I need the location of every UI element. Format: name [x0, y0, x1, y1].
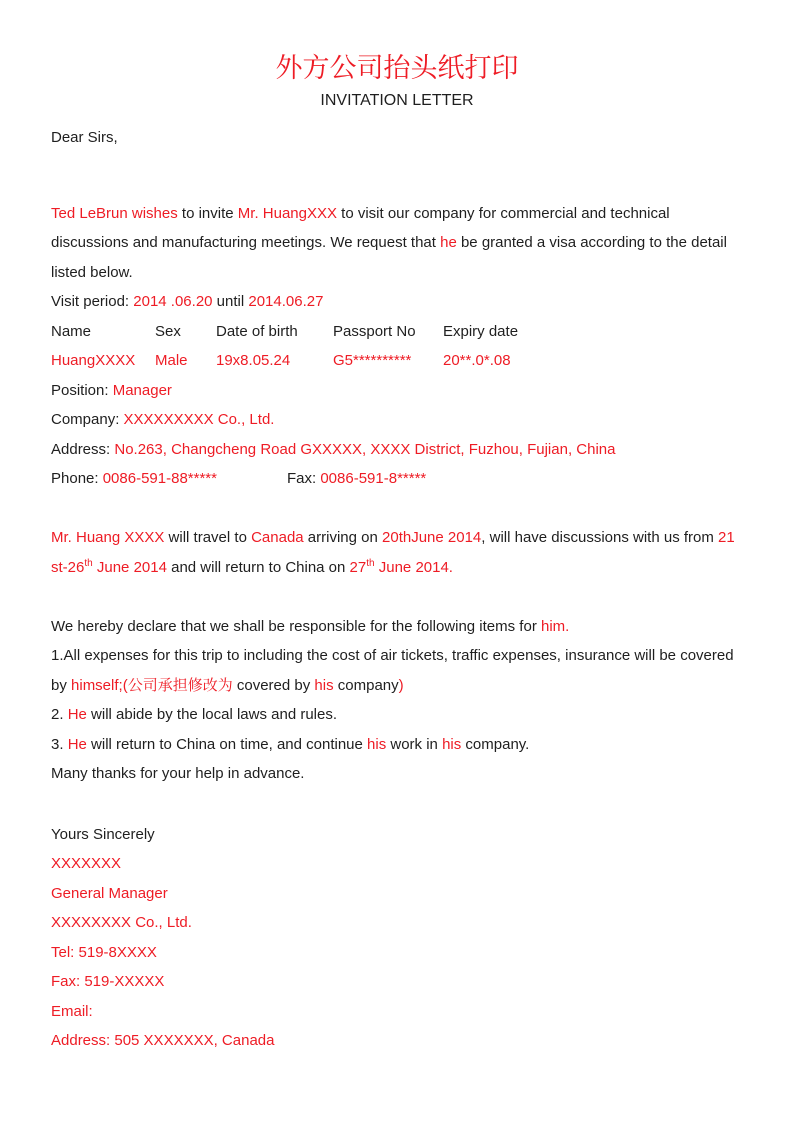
cell-expiry-date: 20**.0*.08 — [443, 352, 511, 369]
position-line: Position: Manager — [51, 381, 172, 399]
signature-company: XXXXXXXX Co., Ltd. — [51, 914, 192, 931]
travel-paragraph: Mr. Huang XXXX will travel to Canada arriving on 20thJune 2014, will have discussions with us from 21 st-26th June 2014 and will return to China on 27th June 2014. — [51, 529, 735, 576]
cell-date-of-birth: 19x8.05.24 — [216, 352, 291, 369]
page-subtitle: INVITATION LETTER — [320, 92, 474, 109]
company-line: Company: XXXXXXXXX Co., Ltd. — [51, 411, 275, 428]
phone-fax-line — [51, 464, 743, 494]
address-line: Address: No.263, Changcheng Road GXXXXX, XXXX District, Fuzhou, Fujian, China — [51, 440, 616, 458]
visitor-table — [51, 317, 744, 376]
cell-sex: Male — [155, 352, 188, 369]
cell-name: HuangXXXX — [51, 352, 136, 369]
page-title-chinese: 外方公司抬头纸打印 — [275, 53, 519, 84]
signature-title: General Manager — [51, 884, 168, 902]
visit-period-line: Visit period: 2014 .06.20 until 2014.06.27 — [51, 293, 324, 310]
salutation: Dear Sirs, — [51, 129, 118, 146]
table-value-row — [51, 346, 744, 376]
intro-paragraph: Ted LeBrun wishes to invite Mr. HuangXXX to visit our company for commercial and technical discussions and manufacturing meetings. We request that he be granted a visa according to the detail listed below. — [51, 204, 727, 281]
signature-address: Address: 505 XXXXXXX, Canada — [51, 1032, 275, 1049]
column-header-name: Name — [51, 322, 92, 340]
signature-tel: Tel: 519-8XXXX — [51, 943, 157, 961]
column-header-date-of-birth: Date of birth — [216, 322, 298, 340]
declaration-item-1: 1.All expenses for this trip to including the cost of air tickets, traffic expenses, insurance will be covered by himself;(公司承担修改为 covered by his company) — [51, 647, 734, 694]
declaration-item-2: 2. He will abide by the local laws and rules. — [51, 706, 338, 723]
thanks-line: Many thanks for your help in advance. — [51, 765, 305, 782]
cell-passport-no: G5********** — [333, 352, 412, 369]
signature-name: XXXXXXX — [51, 855, 122, 872]
declaration-intro: We hereby declare that we shall be responsible for the following items for him. — [51, 617, 570, 635]
signature-email: Email: — [51, 1002, 93, 1020]
table-header-row — [51, 317, 744, 347]
column-header-sex: Sex — [155, 322, 181, 340]
fax-value: Fax: 0086-591-8***** — [287, 470, 427, 487]
closing-line: Yours Sincerely — [51, 825, 155, 843]
column-header-passport-no: Passport No — [333, 322, 416, 340]
phone-value: Phone: 0086-591-88***** — [51, 470, 217, 487]
column-header-expiry-date: Expiry date — [443, 322, 519, 340]
signature-fax: Fax: 519-XXXXX — [51, 973, 165, 990]
declaration-item-3: 3. He will return to China on time, and continue his work in his company. — [51, 735, 530, 753]
